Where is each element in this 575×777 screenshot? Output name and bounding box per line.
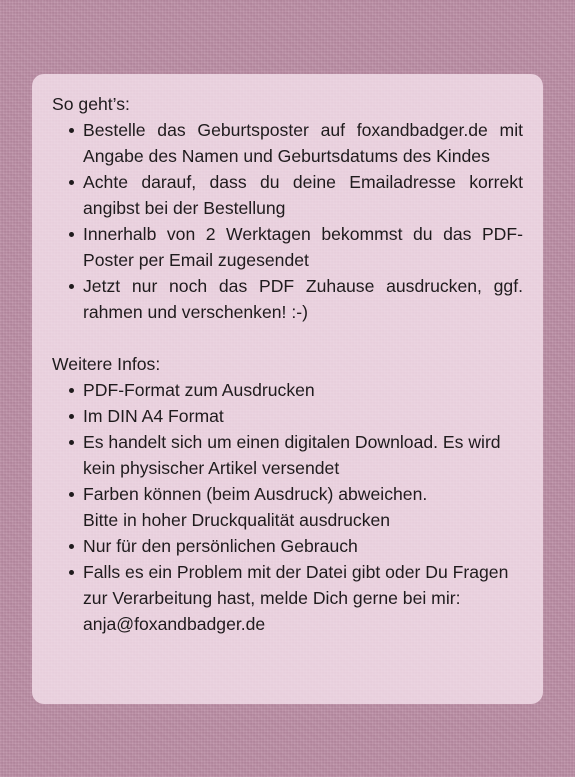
list-item: PDF-Format zum Ausdrucken [52,377,523,403]
list-item [52,481,523,533]
list-item: Bestelle das Geburtsposter auf foxandbadger.de mit Angabe des Namen und Geburtsdatums des Kindes [52,117,523,169]
list-item: Innerhalb von 2 Werktagen bekommst du das PDF-Poster per Email zugesendet [52,221,523,273]
contact-note: Falls es ein Problem mit der Datei gibt oder Du Fragen zur Verarbeitung hast, melde Dich gerne bei mir: [83,562,509,608]
spacer [52,325,523,351]
list-item [52,559,523,637]
list-item: Jetzt nur noch das PDF Zuhause ausdrucken, ggf. rahmen und verschenken! :-) [52,273,523,325]
contact-email: anja@foxandbadger.de [83,614,266,634]
list-item: Nur für den persönlichen Gebrauch [52,533,523,559]
list-item: Es handelt sich um einen digitalen Download. Es wird kein physischer Artikel versendet [52,429,523,481]
more-info-list [52,377,523,637]
how-it-works-heading: So geht’s: [52,94,130,114]
list-item: Achte darauf, dass du deine Emailadresse korrekt angibst bei der Bestellung [52,169,523,221]
colors-note: Farben können (beim Ausdruck) abweichen. [83,484,428,504]
list-item: Im DIN A4 Format [52,403,523,429]
info-card [32,74,543,704]
more-info-heading: Weitere Infos: [52,354,161,374]
print-quality-note: Bitte in hoher Druckqualität ausdrucken [83,510,391,530]
how-it-works-list [52,117,523,325]
